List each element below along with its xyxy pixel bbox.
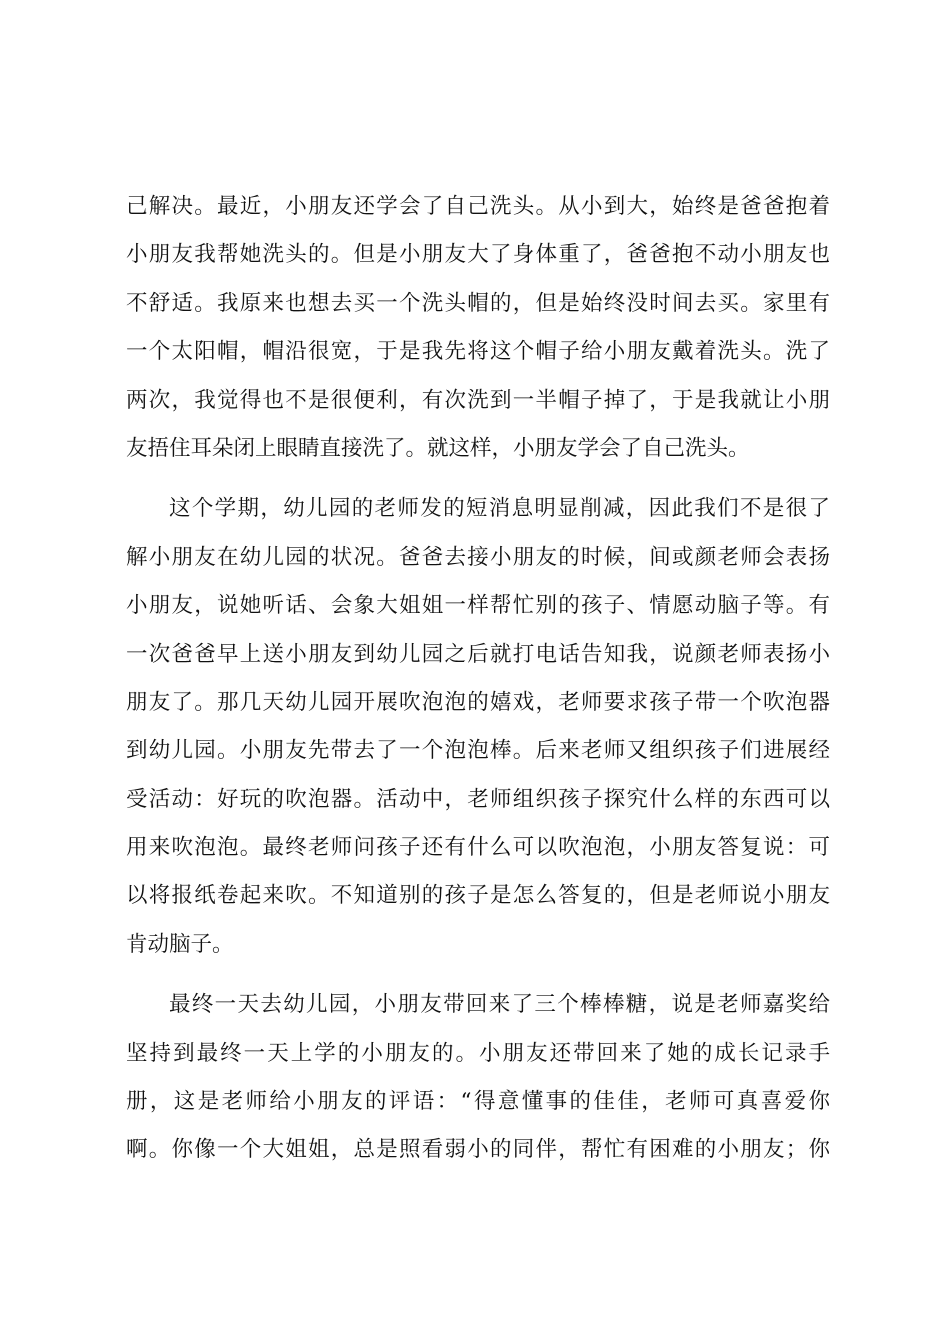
paragraph-line: 受活动：好玩的吹泡器。活动中，老师组织孩子探究什么样的东西可以 (126, 786, 830, 812)
document-body (126, 183, 830, 1175)
paragraph-line: 册，这是老师给小朋友的评语：“得意懂事的佳佳，老师可真喜爱你 (126, 1089, 830, 1115)
paragraph-line: 两次，我觉得也不是很便利，有次洗到一半帽子掉了，于是我就让小朋 (126, 387, 830, 413)
paragraph-line: 一个太阳帽，帽沿很宽，于是我先将这个帽子给小朋友戴着洗头。洗了 (126, 339, 830, 365)
paragraph-1 (126, 183, 830, 473)
paragraph-line: 小朋友，说她听话、会象大姐姐一样帮忙别的孩子、情愿动脑子等。有 (126, 593, 830, 619)
paragraph-line: 坚持到最终一天上学的小朋友的。小朋友还带回来了她的成长记录手 (126, 1040, 830, 1066)
paragraph-line: 解小朋友在幼儿园的状况。爸爸去接小朋友的时候，间或颜老师会表扬 (126, 544, 830, 570)
paragraph-3 (126, 981, 830, 1175)
paragraph-line: 这个学期，幼儿园的老师发的短消息明显削减，因此我们不是很了 (169, 496, 830, 522)
paragraph-line: 己解决。最近，小朋友还学会了自己洗头。从小到大，始终是爸爸抱着 (126, 194, 830, 219)
paragraph-line: 啊。你像一个大姐姐，总是照看弱小的同伴，帮忙有困难的小朋友；你 (126, 1137, 830, 1163)
paragraph-line: 友捂住耳朵闭上眼睛直接洗了。就这样，小朋友学会了自己洗头。 (126, 435, 750, 461)
paragraph-spacer (126, 969, 830, 981)
paragraph-line: 最终一天去幼儿园，小朋友带回来了三个棒棒糖，说是老师嘉奖给 (169, 992, 830, 1018)
paragraph-line: 用来吹泡泡。最终老师问孩子还有什么可以吹泡泡，小朋友答复说：可 (126, 835, 830, 861)
paragraph-line: 小朋友我帮她洗头的。但是小朋友大了身体重了，爸爸抱不动小朋友也 (126, 242, 830, 268)
paragraph-line: 肯动脑子。 (126, 931, 234, 957)
paragraph-line: 一次爸爸早上送小朋友到幼儿园之后就打电话告知我，说颜老师表扬小 (126, 641, 830, 667)
paragraph-line: 不舒适。我原来也想去买一个洗头帽的，但是始终没时间去买。家里有 (126, 290, 830, 316)
paragraph-line: 以将报纸卷起来吹。不知道别的孩子是怎么答复的，但是老师说小朋友 (126, 883, 830, 909)
paragraph-line: 到幼儿园。小朋友先带去了一个泡泡棒。后来老师又组织孩子们进展经 (126, 738, 830, 764)
paragraph-2 (126, 485, 830, 969)
paragraph-line: 朋友了。那几天幼儿园开展吹泡泡的嬉戏，老师要求孩子带一个吹泡器 (126, 689, 830, 715)
paragraph-spacer (126, 473, 830, 485)
